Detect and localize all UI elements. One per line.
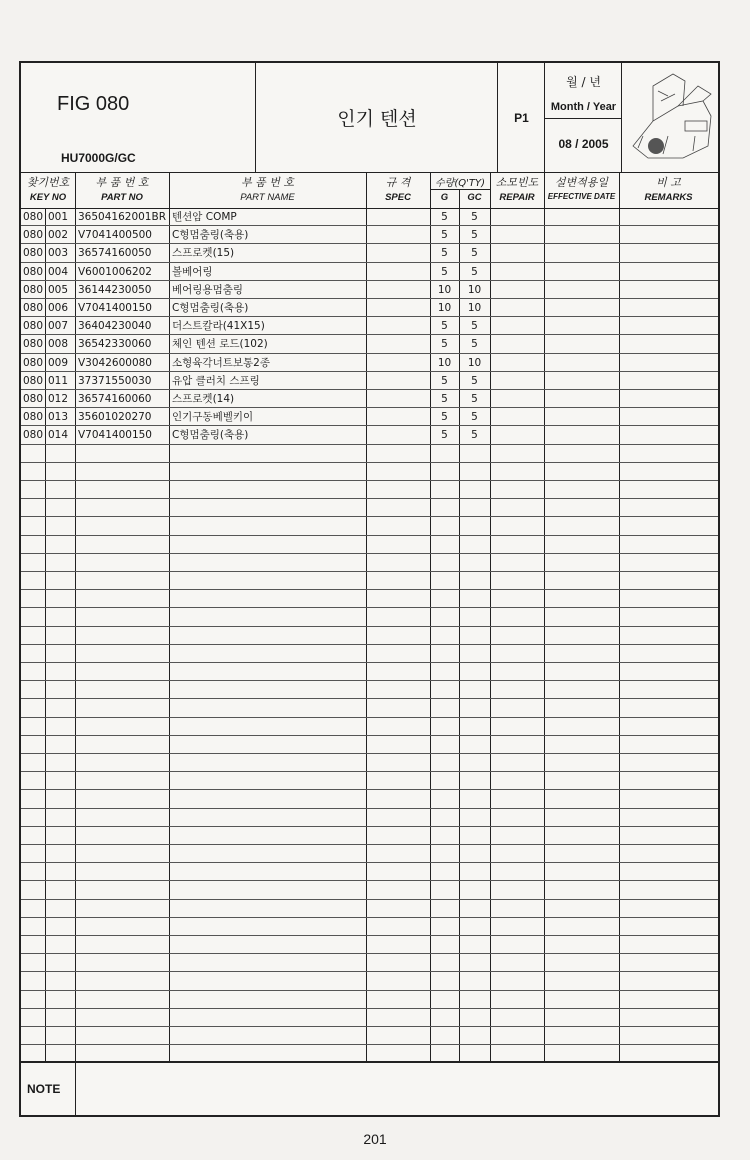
table-row [21, 317, 718, 335]
cell-key: 002 [48, 229, 69, 242]
cell-part-no: 36404230040 [78, 320, 152, 333]
cell-gc: 5 [471, 338, 478, 351]
cell-part-no: V6001006202 [78, 265, 152, 278]
month-year-label-en: Month / Year [550, 101, 617, 113]
table-row [21, 408, 718, 426]
table-row [21, 1027, 718, 1045]
table-row [21, 263, 718, 281]
table-row [21, 372, 718, 390]
cell-key: 014 [48, 429, 69, 442]
table-row [21, 226, 718, 244]
cell-part-no: 36504162001BR [78, 211, 166, 223]
part-name-header-kr: 부 품 번 호 [241, 176, 294, 189]
cell-g: 5 [441, 229, 448, 242]
table-row [21, 699, 718, 717]
cell-g: 5 [441, 374, 448, 387]
table-row [21, 863, 718, 881]
table-row [21, 481, 718, 499]
cell-name: C형멈춤링(축용) [172, 429, 249, 442]
table-row [21, 608, 718, 626]
cell-name: 체인 텐션 로드(102) [172, 338, 268, 351]
cell-g: 5 [441, 411, 448, 424]
remarks-header: REMARKS [644, 192, 693, 203]
cell-part-no: 36574160050 [78, 247, 152, 260]
key-no-header: KEY NO [29, 192, 67, 203]
table-row [21, 918, 718, 936]
cell-gc: 10 [467, 356, 482, 369]
cell-g: 10 [437, 283, 452, 296]
cell-gc: 10 [467, 302, 482, 314]
machine-thumbnail-icon [623, 66, 716, 166]
cell-part-no: 36542330060 [78, 338, 152, 351]
table-row [21, 809, 718, 827]
cell-part-no: 36144230050 [78, 283, 152, 296]
cell-gc: 10 [467, 283, 482, 296]
cell-fig: 080 [23, 265, 44, 278]
cell-gc: 5 [471, 429, 478, 442]
cell-key: 004 [48, 265, 69, 278]
cell-name: 더스트칼라(41X15) [172, 320, 265, 333]
table-row [21, 536, 718, 554]
part-no-header: PART NO [101, 192, 143, 203]
cell-g: 5 [441, 247, 448, 260]
table-row [21, 1009, 718, 1027]
page-code: P1 [514, 110, 529, 125]
cell-name: C형멈춤링(축용) [172, 229, 249, 242]
table-row [21, 590, 718, 608]
table-row [21, 517, 718, 535]
cell-fig: 080 [23, 429, 44, 442]
table-row [21, 718, 718, 736]
cell-name: 베어링용멈춤링 [172, 283, 244, 296]
table-row [21, 991, 718, 1009]
note-section [21, 1061, 718, 1117]
repair-header: REPAIR [499, 192, 535, 203]
cell-g: 10 [437, 302, 452, 314]
cell-g: 5 [441, 320, 448, 333]
spec-header-kr: 규 격 [385, 176, 411, 189]
qty-gc-header: GC [467, 192, 482, 203]
table-row [21, 572, 718, 590]
effective-date-header: EFFECTIVE DATE [547, 192, 616, 201]
cell-fig: 080 [23, 211, 44, 223]
cell-key: 001 [48, 211, 69, 223]
issue-date: 08 / 2005 [558, 137, 609, 151]
cell-gc: 5 [471, 229, 478, 242]
cell-g: 5 [441, 265, 448, 278]
table-row [21, 827, 718, 845]
month-year-label-kr: 월 / 년 [566, 75, 601, 89]
cell-g: 10 [437, 356, 452, 369]
cell-name: 소형육각너트보통2종 [172, 356, 270, 369]
cell-name: 스프로켓(15) [172, 247, 235, 260]
cell-name: 인기구동베벨키이 [172, 411, 254, 424]
cell-gc: 5 [471, 211, 478, 223]
cell-fig: 080 [23, 229, 44, 242]
model-name: HU7000G/GC [61, 151, 136, 165]
table-row [21, 772, 718, 790]
column-header-row [21, 172, 718, 209]
cell-g: 5 [441, 338, 448, 351]
table-row [21, 426, 718, 444]
cell-key: 006 [48, 302, 69, 314]
table-row [21, 281, 718, 299]
table-row [21, 299, 718, 317]
cell-gc: 5 [471, 411, 478, 424]
part-no-header-kr: 부 품 번 호 [95, 176, 149, 189]
cell-name: 볼베어링 [172, 265, 213, 278]
cell-key: 009 [48, 356, 69, 369]
part-name-header: PART NAME [240, 192, 295, 203]
table-row [21, 208, 718, 226]
cell-part-no: V3042600080 [78, 356, 152, 369]
cell-name: C형멈춤링(축용) [172, 302, 249, 314]
remarks-header-kr: 비 고 [656, 176, 681, 189]
table-row [21, 754, 718, 772]
repair-header-kr: 소모빈도 [495, 176, 539, 189]
cell-key: 012 [48, 393, 69, 405]
cell-part-no: 35601020270 [78, 411, 152, 424]
cell-fig: 080 [23, 393, 44, 405]
table-row [21, 900, 718, 918]
cell-name: 텐션암 COMP [172, 211, 237, 223]
cell-part-no: V7041400500 [78, 229, 152, 242]
table-row [21, 244, 718, 262]
cell-gc: 5 [471, 393, 478, 405]
group-title: 인기 텐션 [337, 108, 417, 130]
cell-fig: 080 [23, 338, 44, 351]
cell-part-no: 36574160060 [78, 393, 152, 405]
table-row [21, 645, 718, 663]
key-no-header-kr: 찾기번호 [26, 176, 70, 189]
cell-key: 008 [48, 338, 69, 351]
spec-header: SPEC [385, 192, 411, 203]
cell-g: 5 [441, 211, 448, 223]
cell-gc: 5 [471, 320, 478, 333]
table-row [21, 335, 718, 353]
table-row [21, 463, 718, 481]
cell-name: 스프로켓(14) [172, 393, 235, 405]
table-row [21, 845, 718, 863]
table-row [21, 954, 718, 972]
parts-list-sheet [19, 61, 720, 1117]
cell-key: 013 [48, 411, 69, 424]
qty-header-kr: 수량(Q'TY) [435, 178, 485, 189]
cell-g: 5 [441, 429, 448, 442]
cell-fig: 080 [23, 320, 44, 333]
cell-fig: 080 [23, 283, 44, 296]
cell-key: 007 [48, 320, 69, 333]
table-row [21, 972, 718, 990]
table-row [21, 390, 718, 408]
cell-part-no: 37371550030 [78, 374, 152, 387]
page-number: 201 [363, 1131, 387, 1147]
table-row [21, 936, 718, 954]
table-row [21, 881, 718, 899]
table-row [21, 445, 718, 463]
table-row [21, 354, 718, 372]
cell-fig: 080 [23, 356, 44, 369]
qty-g-header: G [440, 192, 449, 203]
cell-fig: 080 [23, 247, 44, 260]
cell-gc: 5 [471, 374, 478, 387]
header-block [21, 63, 718, 173]
table-row [21, 736, 718, 754]
table-row [21, 627, 718, 645]
cell-part-no: V7041400150 [78, 302, 152, 314]
cell-gc: 5 [471, 247, 478, 260]
parts-table [21, 208, 718, 1061]
cell-name: 유압 클러치 스프링 [172, 374, 260, 387]
table-row [21, 663, 718, 681]
cell-gc: 5 [471, 265, 478, 278]
table-row [21, 499, 718, 517]
cell-fig: 080 [23, 302, 44, 314]
effective-date-header-kr: 설변적용일 [554, 176, 609, 189]
cell-key: 003 [48, 247, 69, 260]
cell-g: 5 [441, 393, 448, 405]
cell-key: 005 [48, 283, 69, 296]
cell-key: 011 [48, 374, 69, 387]
cell-part-no: V7041400150 [78, 429, 152, 442]
table-row [21, 554, 718, 572]
cell-fig: 080 [23, 411, 44, 424]
cell-fig: 080 [23, 374, 44, 387]
table-row [21, 681, 718, 699]
figure-number: FIG 080 [57, 93, 130, 115]
table-row [21, 790, 718, 808]
note-label: NOTE [27, 1082, 61, 1096]
